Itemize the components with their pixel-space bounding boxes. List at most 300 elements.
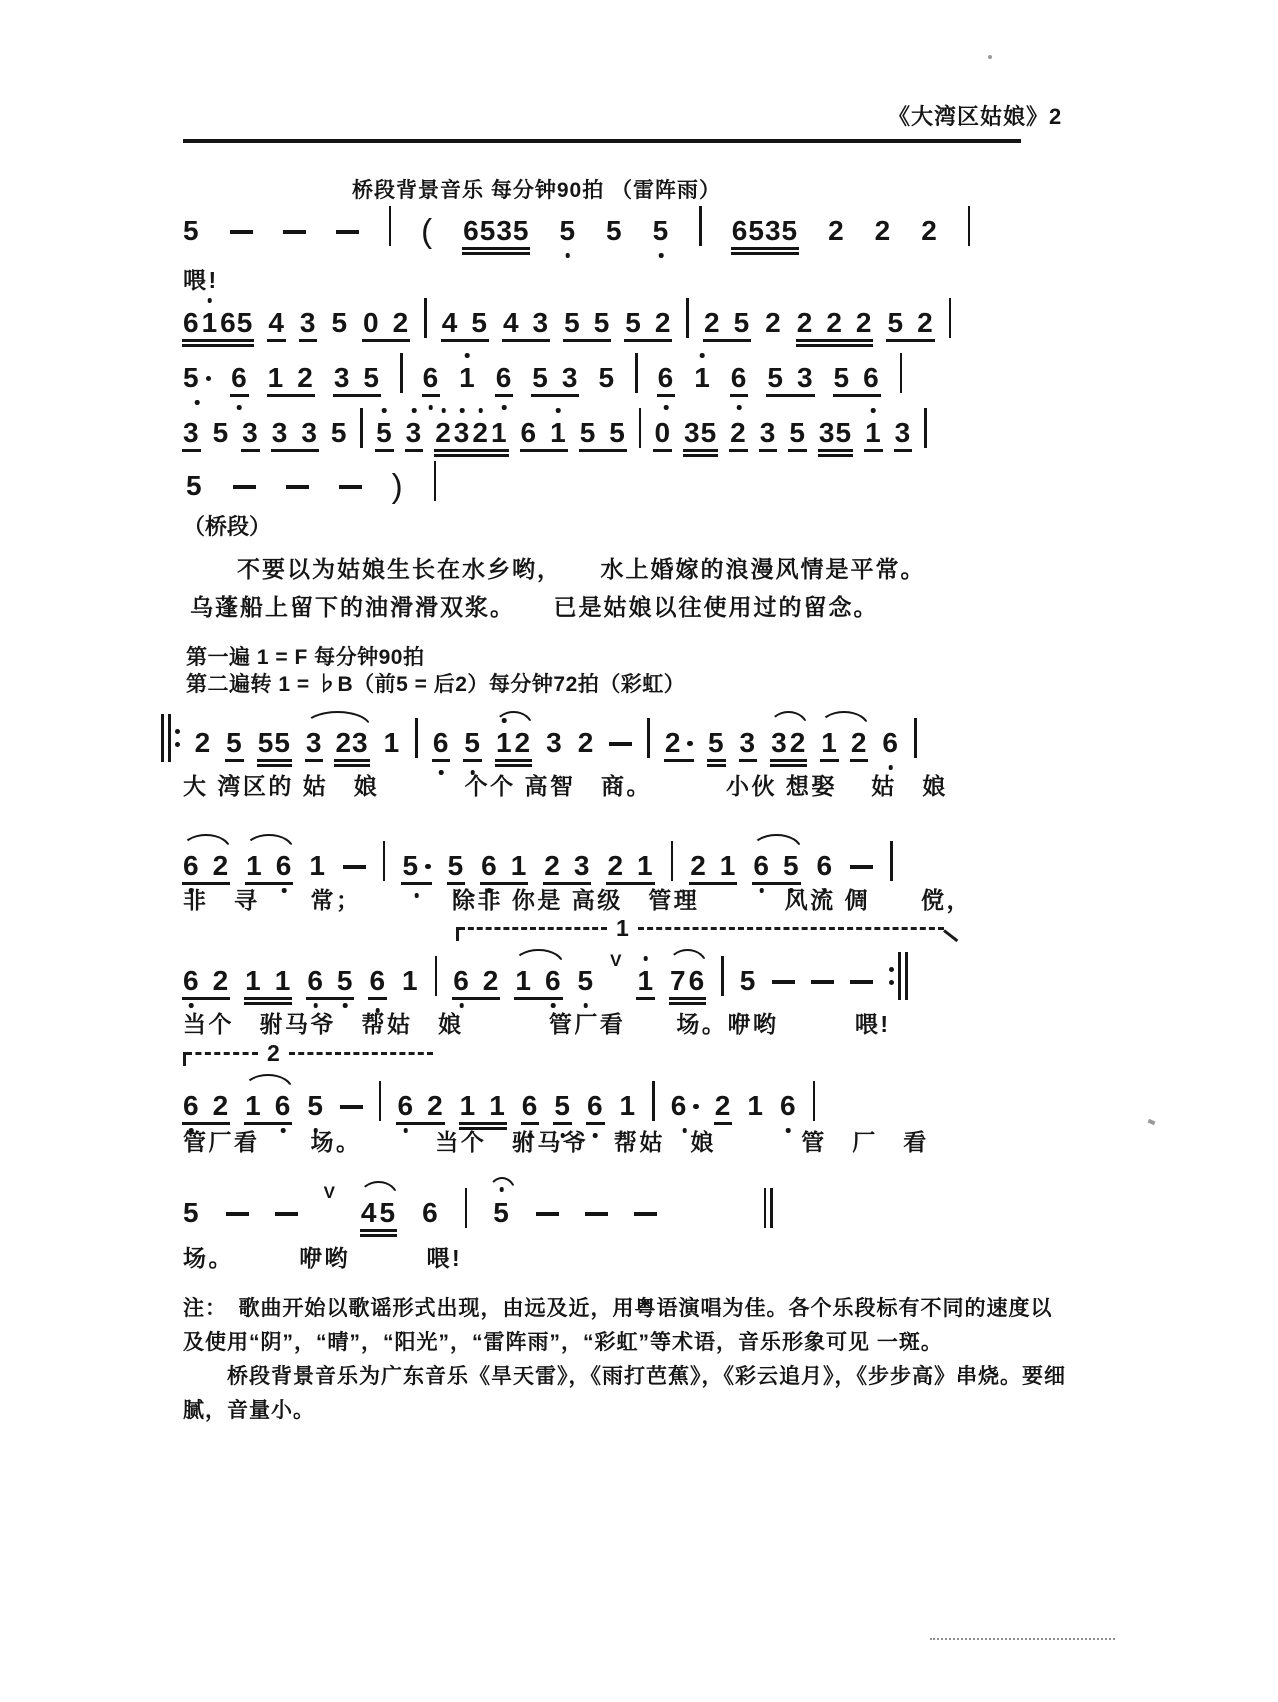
note: 6 [481,851,498,881]
duration-dash [850,865,873,881]
note: 5 [887,307,905,338]
note: 5 [212,417,230,448]
octave-dot-above [465,353,470,358]
note: 6535 [463,216,529,246]
music-line-6 [161,712,917,758]
slur-arc [513,949,563,965]
note: 5 [789,418,806,448]
barline [914,718,917,758]
note: 3 [796,362,814,393]
note: 2 [297,362,314,393]
barline [379,1081,382,1121]
note: 6 [369,966,386,996]
octave-dot-above [208,298,213,303]
note: 2 [730,418,747,448]
note-group [834,363,880,393]
note: 0 [654,418,671,448]
note-group [625,308,671,338]
slur-arc [243,1074,293,1090]
duration-dash [585,1212,608,1228]
volta-2-dash [186,1052,258,1055]
note: 5 [554,1091,571,1121]
barline [400,353,403,393]
note-group [361,1198,396,1228]
note: 3 [532,307,550,338]
note: 6 [183,307,200,338]
note: 2 [212,965,230,996]
note: 2 [577,727,595,758]
note-group [821,728,867,758]
note-group [564,308,610,338]
duration-dash [772,980,795,996]
barline [721,956,724,996]
slur-arc [668,949,707,965]
barline [647,718,650,758]
augmentation-dot [693,1104,699,1110]
octave-dot-above [382,408,387,413]
page-title: 《大湾区姑娘》2 [888,104,1063,129]
note-group [442,308,488,338]
note: 55 [258,728,291,758]
duration-dash [609,742,632,758]
note: 5 [606,215,623,246]
slur-arc [181,834,231,850]
note-group [767,363,813,393]
note: 6 [183,1091,200,1121]
note: 3 [306,728,323,758]
note: 2 [921,215,938,246]
footnote-line-2: 及使用“阴”，“晴”，“阳光”，“雷阵雨”，“彩虹”等术语，音乐形象可见 一斑。 [183,1331,943,1354]
note-group [690,851,736,881]
note: 6 [671,1091,699,1121]
note: 2 [654,307,672,338]
note-group [245,1091,291,1121]
note: 2 [665,728,693,758]
note: 5 [532,362,549,393]
breath-mark-icon: V [610,951,622,970]
note: 1 [496,728,513,758]
note: 1 [619,1090,637,1121]
note: 1 [383,727,401,758]
note: 6 [183,966,200,996]
note-group [363,308,409,338]
music-line-2 [183,292,951,338]
note: 3 [771,727,788,758]
note: 2 [874,215,892,246]
note: 2 [435,418,452,448]
note: 2 [392,307,410,338]
note: 2 [544,850,561,881]
lyric-line-4: 当个 驸马爷 帮姑 娘 管厂看 场。咿哟 喂! [183,1011,891,1037]
note: 6 [780,1091,797,1121]
augmentation-dot [206,376,212,382]
note: 5 [579,417,597,448]
tempo-second-pass: 第二遍转 1 = ♭B（前5 = 后2）每分钟72拍（彩虹） [186,673,686,696]
note-group [183,851,229,881]
note: 35 [819,418,852,448]
repeat-start-barline [161,718,180,758]
duration-dash [286,485,309,501]
barline [890,841,893,881]
note: 6 [183,851,200,881]
note: 5 [739,965,757,996]
breath-mark-icon: V [323,1183,335,1202]
note: 3 [760,418,777,448]
note-group [183,1091,229,1121]
lyric-line-5: 管厂看 场。 当个 驸马爷 帮姑 娘 管 厂 看 [183,1129,929,1155]
note-group [704,308,750,338]
octave-dot-below [659,253,664,258]
duration-dash [343,865,366,881]
note: 1 [510,850,528,881]
note: 6 [658,363,675,393]
note: 1 [490,417,508,448]
note: 5 [226,728,243,758]
note: 1 [694,363,711,393]
note: 6 [453,966,470,996]
barline [465,1188,468,1228]
note: 3 [561,362,579,393]
note: 3 [333,362,351,393]
note-group [753,851,799,881]
barline [360,408,363,448]
scan-artifact [988,55,992,59]
note: 1 [865,418,882,448]
note: 5 [471,307,488,338]
note: 5 [708,728,725,758]
note-group [307,966,353,996]
note: 3 [242,418,259,448]
note: 5 [183,363,211,393]
note: 3 [740,728,757,758]
note-group [521,418,567,448]
augmentation-dot [687,741,693,747]
note: 6535 [732,216,798,246]
note-group [183,308,253,338]
note: 6 [731,363,748,393]
note: 6 [587,1091,604,1121]
octave-dot-above [871,408,876,413]
duration-dash [850,980,873,996]
note: 6 [817,851,834,881]
barline [699,206,702,246]
note: 1 [246,850,263,881]
lyric-line-6: 场。 咿哟 喂! [183,1245,463,1271]
barline [635,353,638,393]
note: 1 [309,850,326,881]
note: 0 [363,307,380,338]
augmentation-dot [425,864,431,870]
footnote-line-4: 腻，音量小。 [183,1399,315,1422]
note: 1 [267,362,285,393]
barline [424,298,427,338]
note-group [334,363,380,393]
note: 6 [496,363,513,393]
note: 5 [363,362,380,393]
note: 1 [747,1090,764,1121]
music-line-3 [183,347,902,393]
bridge-caption: 桥段背景音乐 每分钟90拍 （雷阵雨） [352,179,722,202]
note: 35 [684,418,717,448]
note: 2 [690,850,707,881]
slur-arc [494,711,533,727]
duration-dash [340,1105,363,1121]
note-group [183,966,229,996]
note: 2 [765,307,782,338]
note: 2 [828,215,845,246]
repeat-end-barline [889,956,908,996]
note: ( [421,212,434,249]
note: 1 [402,965,419,996]
note: 5 [402,851,430,881]
barline [813,1081,816,1121]
slur-arc [359,1181,398,1197]
note: 6 [753,851,770,881]
note: 1 [637,850,654,881]
volta-1-dash [459,927,607,930]
note: 3 [546,727,563,758]
bridge-section-label: （桥段） [183,514,272,539]
duration-dash [233,485,256,501]
note: 5 [330,417,348,448]
note-group [460,1091,506,1121]
footnote-line-1: 注： 歌曲开始以歌谣形式出现，由远及近，用粤语演唱为佳。各个乐段标有不同的速度以 [183,1297,1053,1320]
note-group [670,966,705,996]
note: 2 [855,307,873,338]
final-barline [764,1188,773,1228]
note: 1 [202,308,219,338]
note: 5 [564,307,581,338]
music-line-1 [183,200,970,249]
note: 1 [550,418,567,448]
note-group [246,851,292,881]
note: 1 [821,728,838,758]
note: 2 [472,418,489,448]
note: 1 [245,965,262,996]
barline [949,298,952,338]
note: 4 [502,307,520,338]
barline [389,206,392,246]
barline [434,461,437,501]
music-line-7 [183,835,893,881]
note-group [515,966,561,996]
note-group [496,728,531,758]
note: 5 [464,728,481,758]
duration-dash [336,230,359,246]
lyric-line-2: 大 湾区的 姑 娘 个个 高智 商。 小伙 想娶 姑 娘 [183,773,948,799]
note: 7 [670,965,687,996]
note: 2 [917,307,934,338]
note: 2 [194,727,212,758]
duration-dash [230,230,253,246]
note: 6 [520,417,538,448]
note-group [435,418,507,448]
octave-dot-below [565,253,570,258]
note: 6 [863,362,880,393]
slur-arc [819,711,869,727]
note-group [532,363,578,393]
volta-1-bracket [456,915,961,947]
octave-dot-above [556,408,561,413]
note: 6 [422,1197,439,1228]
note-group [544,851,590,881]
volta-2-number: 2 [267,1040,280,1066]
note: 6 [307,966,324,996]
note: 5 [653,216,670,246]
note: 5 [598,362,616,393]
octave-dot-above [478,408,483,413]
lyric-line-3: 非 寻 常； 除非 你是 高级 管理 风流 倜 傥， [183,887,973,913]
note: 1 [274,965,292,996]
note: 5 [307,1091,324,1121]
note: 5 [578,966,595,996]
note: 3 [573,850,591,881]
note: 5 [625,307,642,338]
note: 2 [851,728,868,758]
note-group [306,728,369,758]
note: 2 [796,307,814,338]
lyric-line-1: 喂! [183,267,219,293]
barline [968,206,971,246]
volta-1-end-hook [943,929,958,942]
note-group [481,851,527,881]
note: 2 [427,1090,444,1121]
music-line-8 [183,950,908,996]
duration-dash [634,1212,657,1228]
note-group [887,308,933,338]
note: 5 [183,1197,200,1228]
note: 5 [379,1197,397,1228]
note: 1 [719,850,737,881]
scan-artifact [1147,1119,1155,1126]
note: 5 [559,216,576,246]
tempo-first-pass: 第一遍 1 = F 每分钟90拍 [186,646,425,669]
music-line-5 [186,455,436,504]
note: 4 [360,1197,378,1228]
note: 5 [331,307,349,338]
note: 5 [833,362,851,393]
note: 1 [459,363,476,393]
note: 3 [271,417,289,448]
slur-arc [751,834,801,850]
music-line-10 [183,1182,773,1228]
note: 2 [212,850,230,881]
music-line-4 [183,402,927,448]
octave-dot-above [460,408,465,413]
spoken-line-2: 乌蓬船上留下的油滑滑双浆。 已是姑娘以往使用过的留念。 [190,594,879,620]
note: 3 [300,308,317,338]
note: 3 [895,418,912,448]
note: 2 [212,1090,230,1121]
barline [924,408,927,448]
octave-dot-above [643,956,648,961]
note: 1 [245,1090,262,1121]
note: 1 [489,1090,506,1121]
note: 3 [183,418,200,448]
note: 5 [337,966,354,996]
barline [639,408,642,448]
note: 2 [704,307,721,338]
note: 3 [454,418,471,448]
note: 1 [515,965,532,996]
barline [435,956,438,996]
note: 6 [882,728,899,758]
barline [415,718,418,758]
note: 5 [593,307,611,338]
note: 2 [514,727,532,758]
note: 6 [688,965,706,996]
barline [900,353,903,393]
note-group [397,1091,443,1121]
octave-dot-above [441,408,446,413]
volta-2-dash [289,1052,433,1055]
duration-dash [536,1212,559,1228]
note: 5 [493,1198,510,1228]
octave-dot-above [412,408,417,413]
barline [686,298,689,338]
note: 5 [783,851,800,881]
note: 1 [637,966,654,996]
slur-arc [304,711,371,727]
note: 6 [276,851,293,881]
music-line-9 [183,1075,815,1121]
note: 2 [482,965,500,996]
note: 5 [186,470,203,501]
duration-dash [283,230,306,246]
note-group [453,966,499,996]
note: 2 [607,850,625,881]
note-group [245,966,291,996]
slur-arc [244,834,294,850]
barline [671,841,674,881]
note: 6 [397,1091,414,1121]
volta-1-number: 1 [616,915,629,941]
note: 2 [715,1091,732,1121]
scan-artifact [930,1638,1115,1640]
note: 5 [376,418,393,448]
note: 5 [609,417,626,448]
note-group [797,308,873,338]
octave-dot-above [700,353,705,358]
note: 3 [301,417,318,448]
note: 5 [733,307,751,338]
note: 2 [826,307,843,338]
note: 6 [275,1091,292,1121]
note: 6 [231,363,248,393]
note: 6 [545,966,562,996]
note-group [607,851,653,881]
volta-2-bracket [183,1040,433,1072]
barline [383,841,386,881]
note: 2 [789,727,807,758]
note-group [771,728,806,758]
note: 6 [423,363,440,393]
duration-dash [275,1212,298,1228]
volta-1-dash [638,927,944,930]
note: 3 [406,418,423,448]
note: 4 [268,308,285,338]
spoken-line-1: 不要以为姑娘生长在水乡哟， 水上婚嫁的浪漫风情是平常。 [237,556,926,582]
note: 65 [220,307,254,338]
note: 5 [767,362,784,393]
note-group [272,418,318,448]
footnote-line-3: 桥段背景音乐为广东音乐《旱天雷》，《雨打芭蕉》，《彩云追月》，《步步高》串烧。要细 [183,1365,1066,1388]
note: ) [391,467,404,504]
duration-dash [339,485,362,501]
note-group [580,418,626,448]
note: 5 [448,851,465,881]
note: 23 [335,728,368,758]
